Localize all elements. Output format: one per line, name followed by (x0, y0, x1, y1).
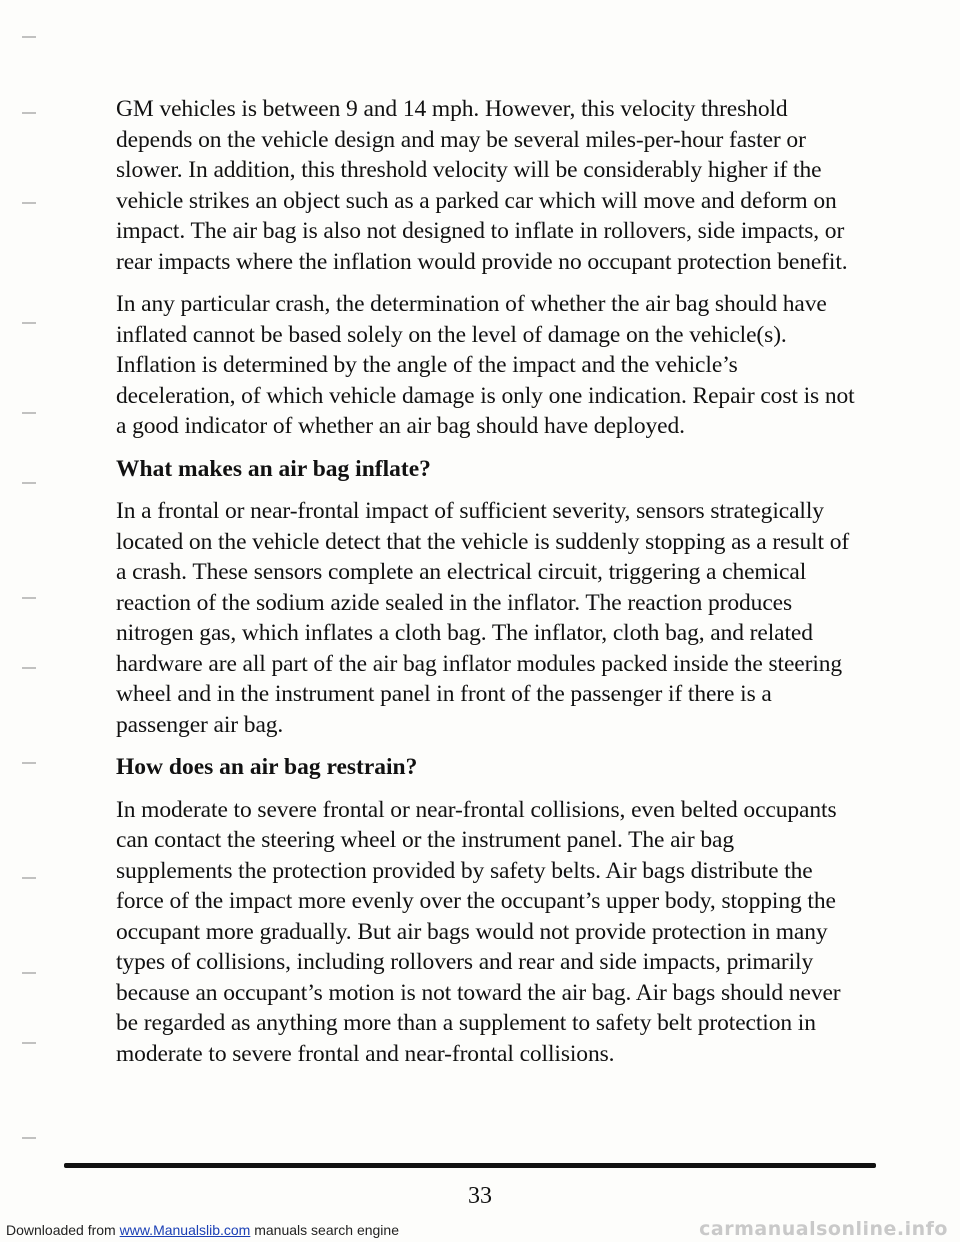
paragraph-crash-determination: In any particular crash, the determination of whether the air bag should have inflated cannot be based solely on the level of damage on the vehicle(s). Inflation is determined by the angle of the impact and the vehicle’s deceleration, of which vehicle damage is only one indication. Repair cost is not a good indicator of whether an air bag should have deployed. (116, 291, 855, 439)
footer-rule (64, 1163, 876, 1168)
margin-mark (22, 667, 36, 669)
margin-mark (22, 877, 36, 879)
page-content (116, 94, 856, 1081)
page-number: 33 (468, 1183, 492, 1209)
heading-how-air-bag-restrains: How does an air bag restrain? (116, 754, 418, 780)
paragraph-inflation-process: In a frontal or near-frontal impact of sufficient severity, sensors strategically located on the vehicle detect that the vehicle is suddenly stopping as a result of a crash. These sensors complete an electrical circuit, triggering a chemical reaction of the sodium azide sealed in the inflator. The reaction produces nitrogen gas, which inflates a cloth bag. The inflator, cloth bag, and related hardware are all part of the air bag inflator modules packed inside the steering wheel and in the instrument panel in front of the passenger if there is a passenger air bag. (116, 498, 850, 738)
paragraph-velocity-threshold: GM vehicles is between 9 and 14 mph. However, this velocity threshold depends on the vehicle design and may be several miles-per-hour faster or slower. In addition, this threshold velocity will be considerably higher if the vehicle strikes an object such as a parked car which will move and deform on impact. The air bag is also not designed to inflate in rollovers, side impacts, or rear impacts where the inflation would provide no occupant protection benefit. (116, 96, 848, 275)
margin-marks (12, 0, 52, 1242)
margin-mark (22, 597, 36, 599)
paragraph-restraint: In moderate to severe frontal or near-frontal collisions, even belted occupants can contact the steering wheel or the instrument panel. The air bag supplements the protection provided by safety belts. Air bags distribute the force of the impact more evenly over the occupant’s upper body, stopping the occupant more gradually. But air bags would not provide protection in many types of collisions, including rollovers and rear and side impacts, primarily because an occupant’s motion is not toward the air bag. Air bags should never be regarded as anything more than a supplement to safety belt protection in moderate to severe frontal and near-frontal collisions. (116, 796, 841, 1067)
margin-mark (22, 202, 36, 204)
margin-mark (22, 972, 36, 974)
margin-mark (22, 112, 36, 114)
margin-mark (22, 412, 36, 414)
margin-mark (22, 322, 36, 324)
margin-mark (22, 36, 36, 38)
margin-mark (22, 762, 36, 764)
margin-mark (22, 1042, 36, 1044)
margin-mark (22, 1137, 36, 1139)
download-source-suffix: manuals search engine (250, 1222, 399, 1238)
manualslib-link[interactable]: www.Manualslib.com (119, 1222, 251, 1238)
heading-what-makes-air-bag-inflate: What makes an air bag inflate? (116, 455, 431, 482)
download-source-prefix: Downloaded from (6, 1222, 120, 1238)
site-watermark: carmanualsonline.info (699, 1218, 948, 1240)
margin-mark (22, 482, 36, 484)
download-source-banner (6, 1222, 399, 1238)
